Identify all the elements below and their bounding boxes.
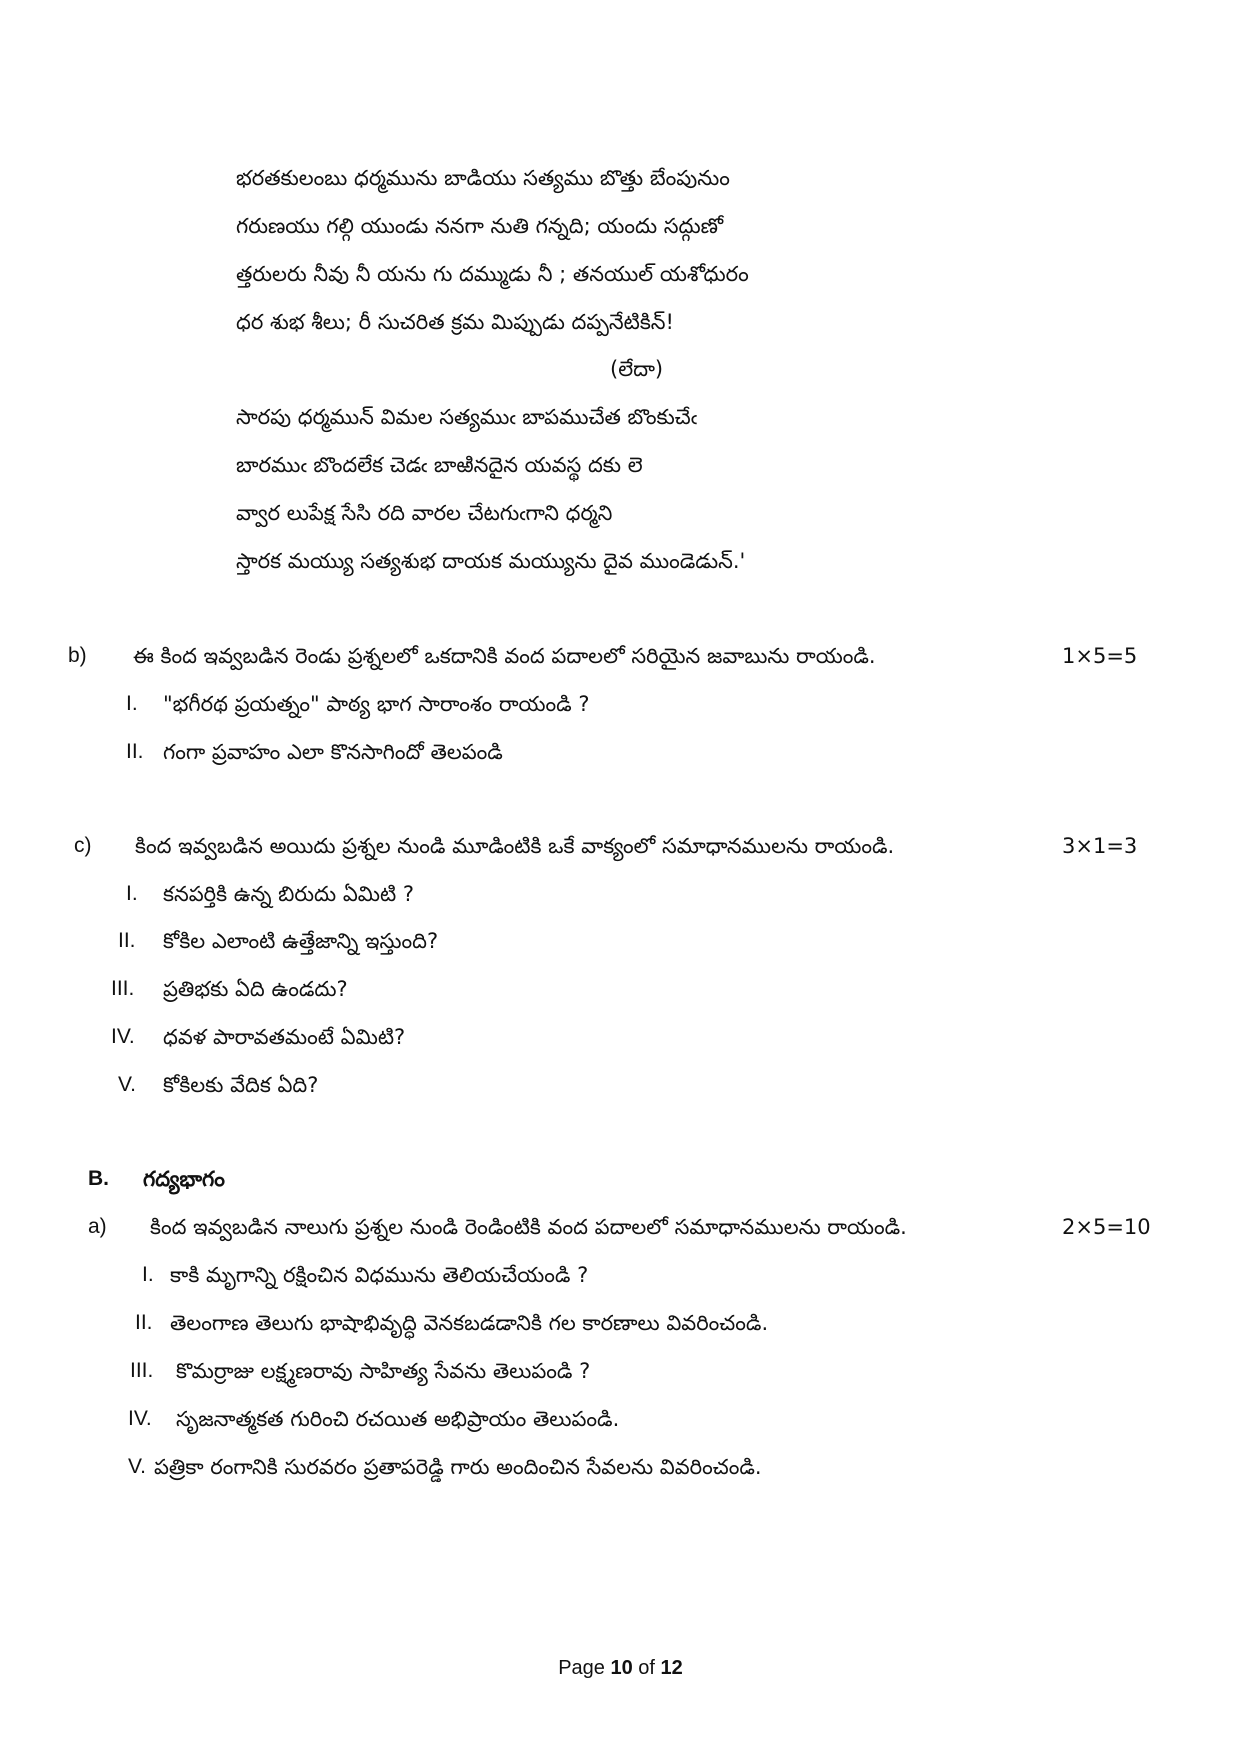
poem1-line-2: గరుణయు గల్గి యుండు ననగా నుతి గన్నది; యందు సద్గుణో — [236, 214, 724, 238]
poem2-line-2: బారముఁ బొందలేక చెడఁ బాఱినదైన యవస్థ దకు లె — [236, 453, 643, 477]
section-b-item: గంగా ప్రవాహం ఎలా కొనసాగిందో తెలపండి — [163, 740, 503, 764]
footer-total-pages: 12 — [660, 1657, 683, 1679]
section-a-instruction: కింద ఇవ్వబడిన నాలుగు ప్రశ్నల నుండి రెండింటికి వంద పదాలలో సమాధానములను రాయండి. — [150, 1215, 907, 1239]
section-a-item: కాకి మృగాన్ని రక్షించిన విధమును తెలియచేయండి ? — [170, 1263, 589, 1287]
section-c-item-num: I. — [126, 882, 138, 905]
footer-prefix: Page — [558, 1657, 605, 1679]
poem2-line-1: సారపు ధర్మమున్ విమల సత్యముఁ బాపముచేత బొంకుచేఁ — [236, 405, 697, 429]
section-a-label: a) — [88, 1215, 107, 1238]
or-label: (లేదా) — [610, 357, 664, 381]
section-c-label: c) — [74, 834, 92, 857]
section-c-item: కనపర్తికి ఉన్న బిరుదు ఏమిటి ? — [163, 882, 414, 906]
section-a-item: పత్రికా రంగానికి సురవరం ప్రతాపరెడ్డి గారు అందించిన సేవలను వివరించండి. — [154, 1455, 762, 1479]
section-b-instruction: ఈ కింద ఇవ్వబడిన రెండు ప్రశ్నలలో ఒకదానికి వంద పదాలలో సరియైన జవాబును రాయండి. — [133, 644, 876, 668]
section-a-marks: 2×5=10 — [1062, 1215, 1151, 1239]
section-c-marks: 3×1=3 — [1062, 834, 1138, 858]
section-c-item: ధవళ పారావతమంటే ఏమిటి? — [163, 1025, 406, 1049]
section-b-label: b) — [68, 644, 87, 667]
section-a-item-num: V. — [128, 1455, 146, 1478]
page-footer — [0, 1657, 1241, 1680]
section-a-item: కొమర్రాజు లక్ష్మణరావు సాహిత్య సేవను తెలుపండి ? — [176, 1359, 591, 1383]
poem2-line-4: స్తారక మయ్యు సత్యశుభ దాయక మయ్యును దైవ ముండెడున్.' — [236, 549, 746, 573]
section-b-item-num: II. — [126, 740, 144, 763]
section-b-item: "భగీరథ ప్రయత్నం" పాఠ్య భాగ సారాంశం రాయండి ? — [163, 692, 590, 716]
part-b-title: గద్యభాగం — [143, 1167, 225, 1191]
section-c-item: కోకిల ఎలాంటి ఉత్తేజాన్ని ఇస్తుంది? — [163, 929, 439, 953]
section-c-instruction: కింద ఇవ్వబడిన అయిదు ప్రశ్నల నుండి మూడింటికి ఒకే వాక్యంలో సమాధానములను రాయండి. — [135, 834, 895, 858]
section-a-item-num: IV. — [128, 1407, 152, 1430]
section-c-item-num: IV. — [111, 1025, 135, 1048]
section-c-item-num: III. — [111, 977, 135, 1000]
poem1-line-3: త్తరులరు నీవు నీ యను గు దమ్ముడు నీ ; తనయుల్ యశోధురం — [236, 262, 749, 286]
poem1-line-1: భరతకులంబు ధర్మమును బాడియు సత్యము బొత్తు బేంపునుం — [236, 166, 730, 190]
section-a-item-num: II. — [135, 1311, 153, 1334]
footer-middle: of — [638, 1657, 655, 1679]
section-c-item-num: V. — [118, 1073, 136, 1096]
section-b-item-num: I. — [126, 692, 138, 715]
section-a-item-num: III. — [130, 1359, 154, 1382]
section-a-item: తెలంగాణ తెలుగు భాషాభివృద్ధి వెనకబడడానికి గల కారణాలు వివరించండి. — [170, 1311, 769, 1335]
section-c-item: కోకిలకు వేదిక ఏది? — [163, 1073, 319, 1097]
poem2-line-3: వ్వార లుపేక్ష సేసి రది వారల చేటగుఁగాని ధర్మని — [236, 501, 613, 525]
section-b-marks: 1×5=5 — [1062, 644, 1138, 668]
footer-current-page: 10 — [610, 1657, 633, 1679]
poem1-line-4: ధర శుభ శీలు; రీ సుచరిత క్రమ మిప్పుడు దప్పనేటికిన్! — [236, 310, 674, 334]
section-c-item-num: II. — [118, 929, 136, 952]
section-c-item: ప్రతిభకు ఏది ఉండదు? — [163, 977, 348, 1001]
part-b-label: B. — [88, 1167, 109, 1190]
section-a-item: సృజనాత్మకత గురించి రచయిత అభిప్రాయం తెలుపండి. — [176, 1407, 620, 1431]
section-a-item-num: I. — [142, 1263, 154, 1286]
